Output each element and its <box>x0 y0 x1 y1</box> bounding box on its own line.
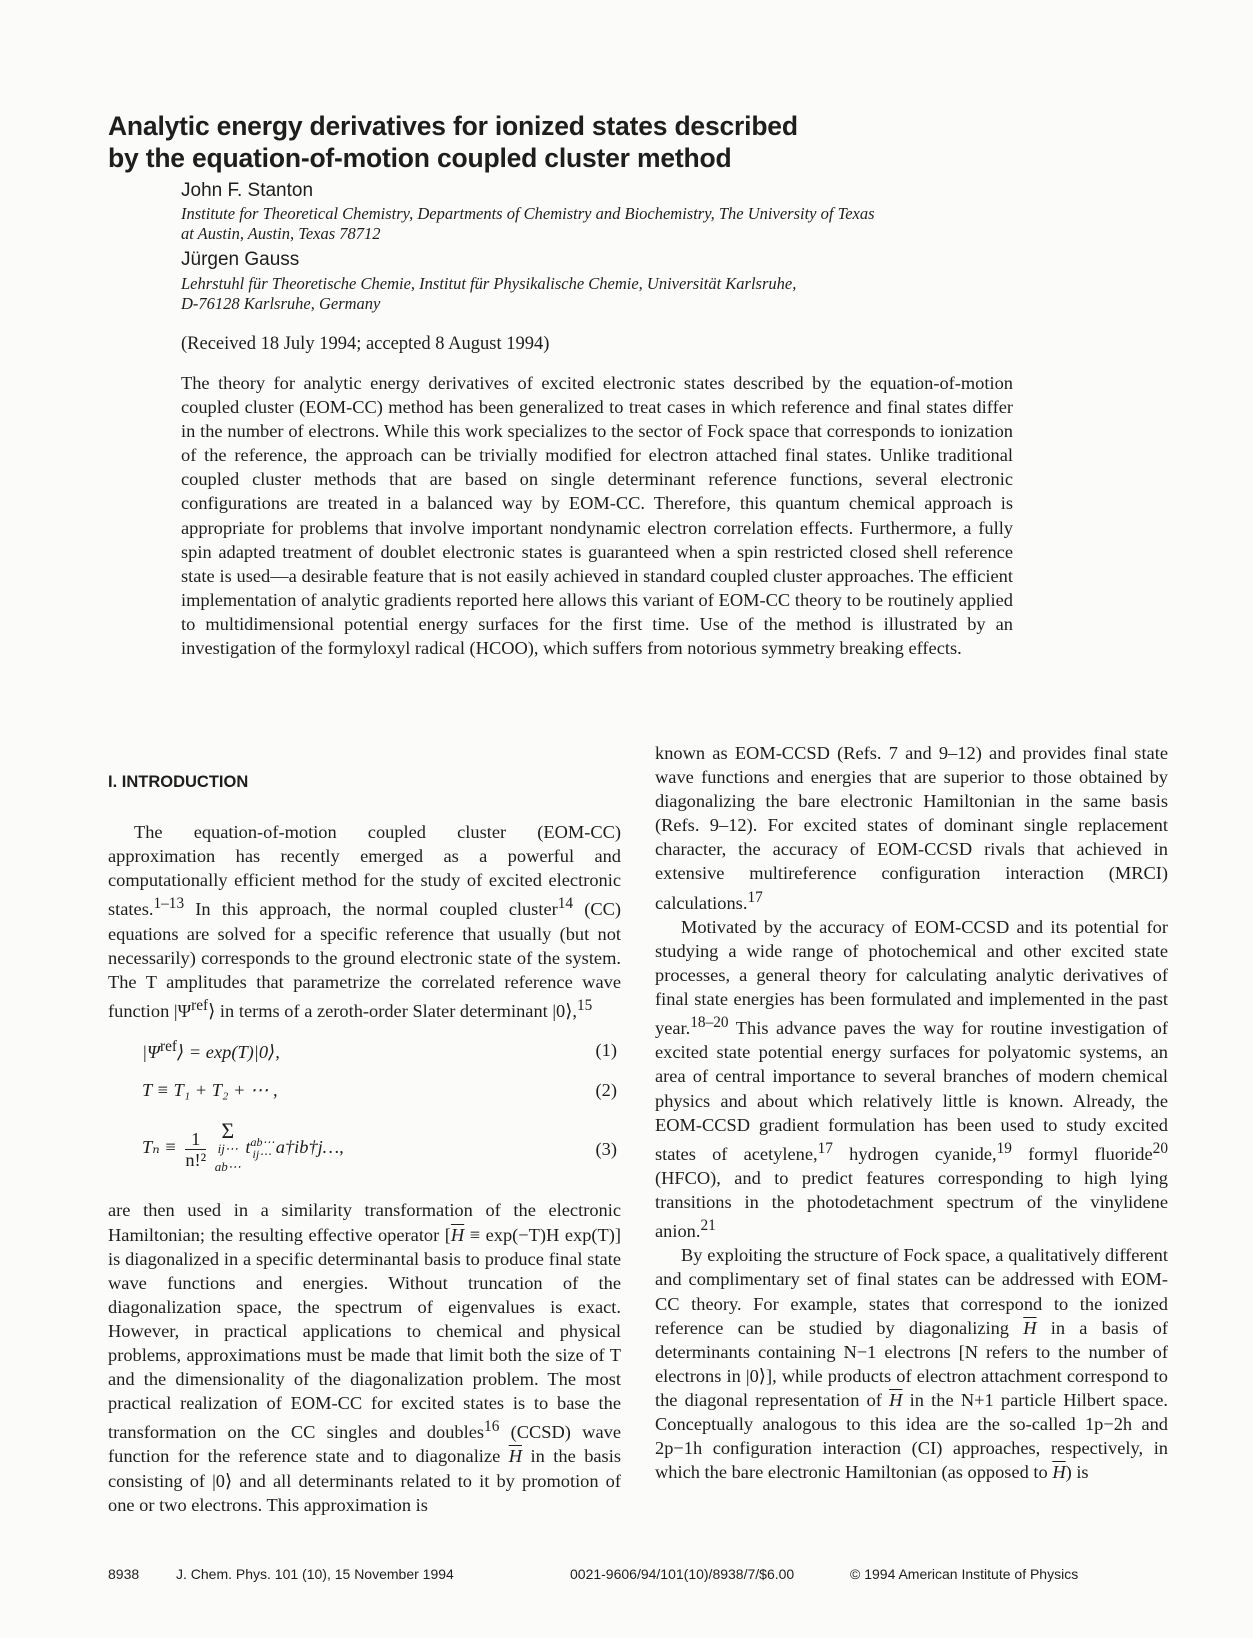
equation-3-expression <box>142 1118 344 1176</box>
author-affiliation-2 <box>181 274 1011 314</box>
equation-2-number: (2) <box>595 1080 617 1101</box>
eq3-rest: a†ib†j…, <box>271 1137 344 1158</box>
equation-3-number: (3) <box>595 1139 617 1160</box>
p1-text-c: (CC) equations are solved for a specific reference that usually (but not necessarily) corresponds to the ground electronic state of the system. The T amplitudes that parametrize the correlated reference wave function |Ψ <box>108 899 621 1021</box>
citation: 21 <box>700 1217 716 1235</box>
eq3-sigma: Σ <box>221 1118 235 1144</box>
affiliation-1-line-2: at Austin, Austin, Texas 78712 <box>181 224 381 243</box>
article-code: 0021-9606/94/101(10)/8938/7/$6.00 <box>570 1566 795 1582</box>
h-bar: $\overline{H}$ <box>1052 1462 1066 1483</box>
eq3-sum-sub-2: ab⋯ <box>214 1159 241 1175</box>
eq1-lhs: |Ψ <box>142 1042 160 1063</box>
right-paragraph-3 <box>655 1243 1168 1484</box>
eq3-term-sup: ab⋯ <box>250 1135 275 1150</box>
title-line-1: Analytic energy derivatives for ionized states described <box>108 111 798 141</box>
eq3-fraction <box>185 1129 206 1170</box>
eq3-denominator: n!² <box>185 1149 207 1170</box>
superscript: ref <box>191 996 209 1014</box>
p2-text-b: ≡ exp(−T)H exp(T)] is diagonalized in a specific determinantal basis to produce final state wave functions and energies. Without truncation of the diagonalization space, the spectrum of eigenvalues is exact. However, in practical applications to chemical and physical problems, approximations must be made that limit both the size of T and the dimensionality of the diagonalization problem. The most practical realization of EOM-CC for excited states is to base the transformation on the CC singles and doubles <box>108 1224 622 1443</box>
citation: 16 <box>484 1418 500 1436</box>
h-bar: $\overline{H}$ <box>1023 1317 1037 1338</box>
r3-text-d: ) is <box>1065 1462 1089 1483</box>
copyright-notice: © 1994 American Institute of Physics <box>850 1566 1079 1582</box>
r2-text-b: This advance paves the way for routine investigation of excited state potential energy surfaces for polyatomic systems, an area of central importance to several branches of modern chemical physics and about which relatively little is known. Already, the EOM-CCSD gradient formulation has been used to study excited states of acetylene, <box>655 1018 1168 1164</box>
r3-text-a: By exploiting the structure of Fock space, a qualitatively different and complimentary set of final states can be addressed with EOM-CC theory. For example, states that correspond to the ionized reference can be studied by diagonalizing <box>655 1245 1168 1338</box>
intro-paragraph-2 <box>108 1198 621 1516</box>
author-name-2: Jürgen Gauss <box>181 249 300 270</box>
affiliation-2-line-1: Lehrstuhl für Theoretische Chemie, Institut für Physikalische Chemie, Universität Karlsruhe, <box>181 274 797 293</box>
citation: 15 <box>577 996 593 1014</box>
equation-1 <box>108 1035 621 1064</box>
h-bar: $\overline{H}$ <box>508 1446 522 1467</box>
author-name-1: John F. Stanton <box>181 180 314 201</box>
affiliation-2-line-2: D-76128 Karlsruhe, Germany <box>181 294 381 313</box>
r3-text-c: in the N+1 particle Hilbert space. Conceptually analogous to this idea are the so-called 1p−2h and 2p−1h configuration interaction (CI) approaches, respectively, in which the bare electronic Hamiltonian (as opposed to <box>655 1389 1168 1483</box>
r3-text-b: in a basis of determinants containing N−1 electrons [N refers to the number of electrons in |0⟩], while products of electron attachment correspond to the diagonal representation of <box>655 1317 1168 1410</box>
citation: 1–13 <box>153 895 185 913</box>
citation: 17 <box>747 888 763 906</box>
eq3-numerator: 1 <box>185 1129 206 1150</box>
citation: 17 <box>817 1139 833 1157</box>
left-column <box>108 770 621 1517</box>
r2-text-c: hydrogen cyanide, <box>832 1143 997 1164</box>
p2-text-c: (CCSD) wave function for the reference state and to diagonalize <box>108 1422 621 1467</box>
author-affiliation-1 <box>181 204 1011 244</box>
h-bar: $\overline{H}$ <box>450 1224 465 1245</box>
eq3-term: t <box>245 1137 251 1158</box>
r2-text-e: (HFCO), and to predict features corresponding to high lying transitions in the photodetachment spectrum of the vinylidene anion. <box>655 1167 1168 1242</box>
r1-text-a: known as EOM-CCSD (Refs. 7 and 9–12) and provides final state wave functions and energies that are superior to those obtained by diagonalizing the bare electronic Hamiltonian in the same basis (Refs. 9–12). For excited states of dominant single replacement character, the accuracy of EOM-CCSD rivals that achieved in extensive multireference configuration interaction (MRCI) calculations. <box>655 743 1168 913</box>
right-paragraph-2 <box>655 915 1168 1244</box>
page-number: 8938 <box>108 1566 140 1582</box>
paper-title <box>108 110 1108 174</box>
equation-2-expression: T ≡ T₁ + T₂ + ⋯ , <box>142 1080 278 1101</box>
equation-1-number: (1) <box>595 1039 617 1060</box>
eq3-sum-sub-1: ij⋯ <box>217 1141 238 1157</box>
equation-3 <box>108 1114 621 1184</box>
affiliation-1-line-1: Institute for Theoretical Chemistry, Departments of Chemistry and Biochemistry, The University of Texas <box>181 204 875 223</box>
eq1-rhs: ⟩ = exp(T)|0⟩, <box>177 1042 280 1063</box>
title-line-2: by the equation-of-motion coupled cluster method <box>108 143 732 173</box>
p1-text-d: ⟩ in terms of a zeroth-order Slater determinant |0⟩, <box>208 1001 578 1021</box>
eq3-summation <box>214 1118 241 1176</box>
r2-text-a: Motivated by the accuracy of EOM-CCSD and its potential for studying a wide range of photochemical and other excited state processes, a general theory for calculating analytic derivatives of final state energies has been formulated and implemented in the past year. <box>655 916 1168 1039</box>
citation: 20 <box>1152 1139 1168 1157</box>
journal-citation: J. Chem. Phys. 101 (10), 15 November 1994 <box>176 1566 454 1582</box>
p1-text-a: The equation-of-motion coupled cluster (EOM-CC) approximation has recently emerged as a powerful and computationally efficient method for the study of excited electronic states. <box>108 822 621 920</box>
eq3-term-sub: ij⋯ <box>252 1147 272 1162</box>
citation: 19 <box>996 1139 1012 1157</box>
p2-text-d: in the basis consisting of |0⟩ and all determinants related to it by promotion of one or two electrons. This approximation is <box>108 1446 621 1515</box>
p1-text-b: In this approach, the normal coupled cluster <box>184 899 558 920</box>
equation-2 <box>108 1078 621 1102</box>
citation: 18–20 <box>690 1014 729 1032</box>
right-column <box>655 741 1168 1484</box>
section-heading: I. INTRODUCTION <box>108 773 249 791</box>
eq3-lhs: Tₙ ≡ <box>142 1137 177 1158</box>
abstract: The theory for analytic energy derivatives of excited electronic states described by the equation-of-motion coupled cluster (EOM-CC) method has been generalized to treat cases in which reference and final states differ in the number of electrons. While this work specializes to the sector of Fock space that corresponds to ionization of the reference, the approach can be trivially modified for electron attached final states. Unlike traditional coupled cluster methods that are based on single determinant reference functions, several electronic configurations are treated in a balanced way by EOM-CC. Therefore, this quantum chemical approach is appropriate for problems that involve important nondynamic electron correlation effects. Furthermore, a fully spin adapted treatment of doublet electronic states is guaranteed when a spin restricted closed shell reference state is used—a desirable feature that is not easily achieved in standard coupled cluster approaches. The efficient implementation of analytic gradients reported here allows this variant of EOM-CC theory to be routinely applied to multidimensional potential energy surfaces for the first time. Use of the method is illustrated by an investigation of the formyloxyl radical (HCOO), which suffers from notorious symmetry breaking effects. <box>181 373 1013 659</box>
intro-paragraph-1 <box>108 820 621 1023</box>
h-bar: $\overline{H}$ <box>889 1389 903 1410</box>
p2-text-a: are then used in a similarity transformation of the electronic Hamiltonian; the resulting effective operator [ <box>108 1200 621 1245</box>
right-paragraph-1 <box>655 741 1168 915</box>
r2-text-d: formyl fluoride <box>1011 1143 1153 1164</box>
equation-1-expression <box>142 1035 280 1064</box>
eq1-sup: ref <box>160 1038 178 1056</box>
received-dates: (Received 18 July 1994; accepted 8 August 1994) <box>181 334 550 354</box>
citation: 14 <box>557 895 574 913</box>
